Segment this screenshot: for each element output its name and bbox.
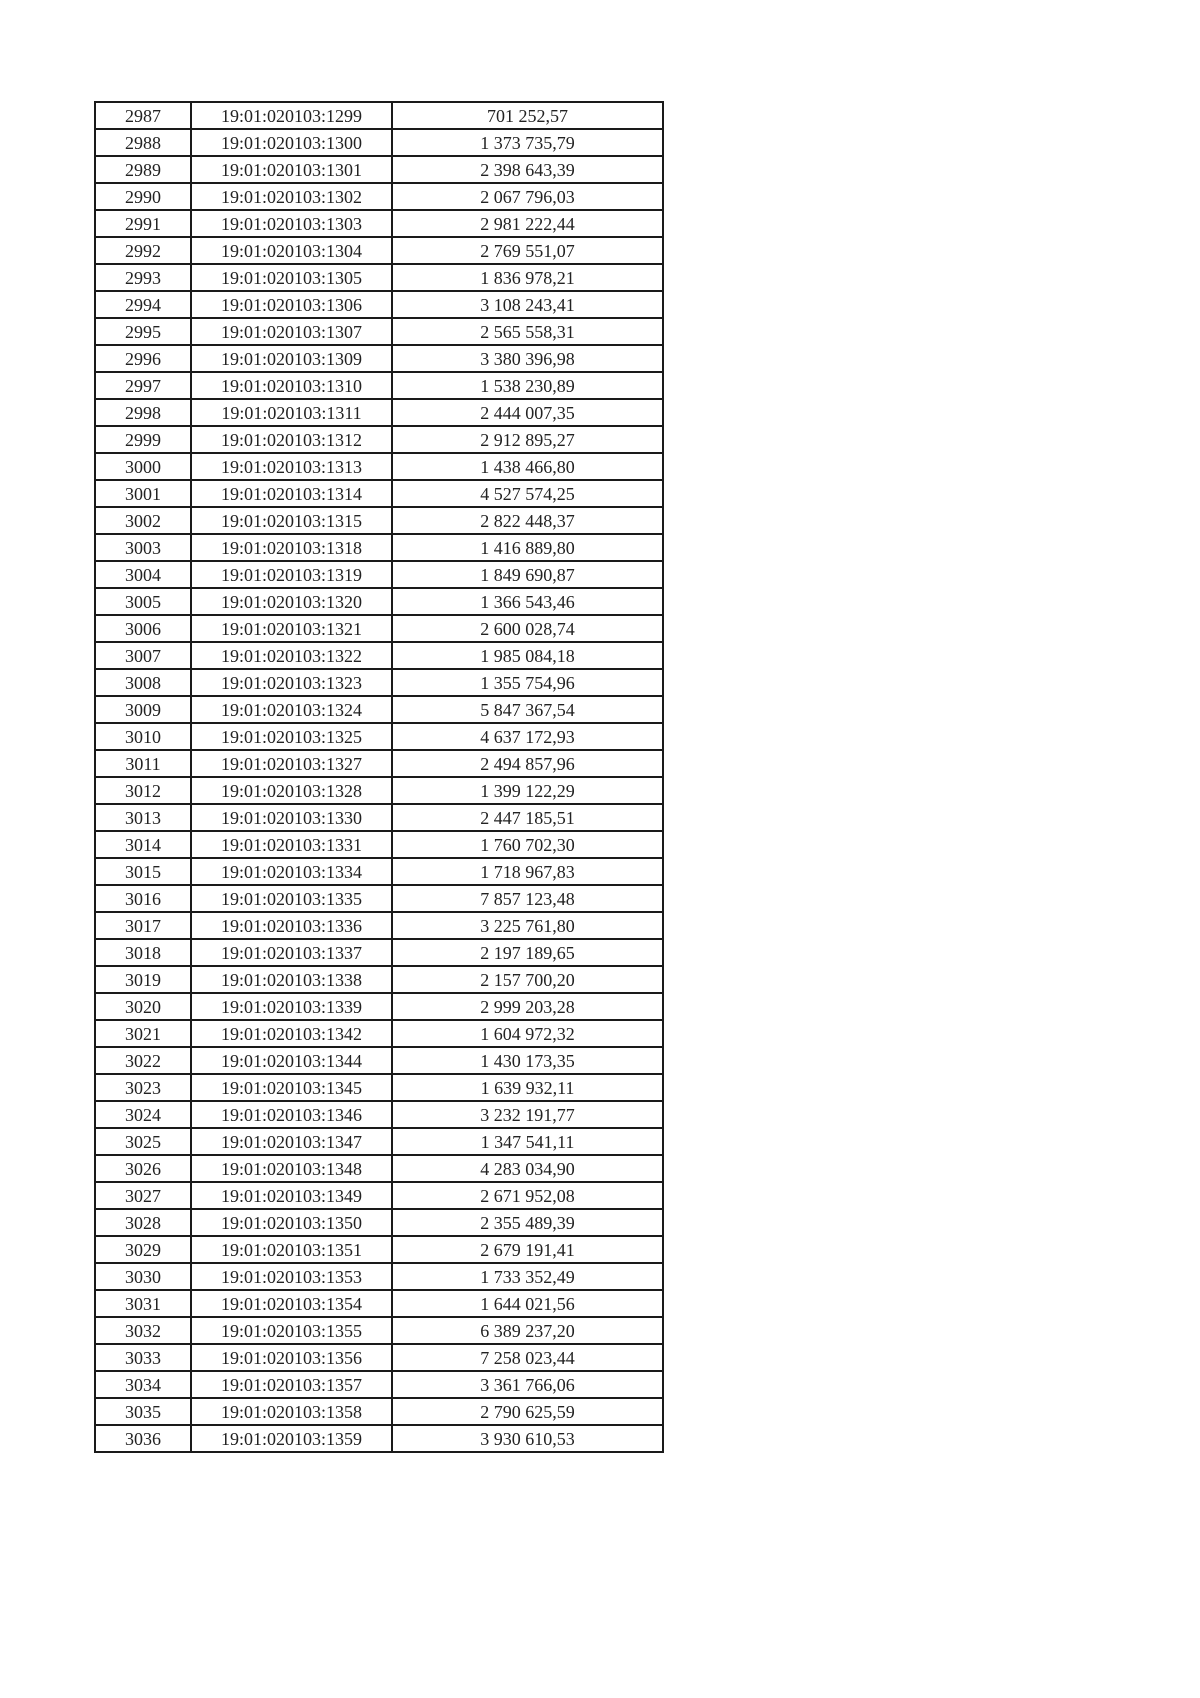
table-row xyxy=(95,372,663,399)
cadastral-number: 19:01:020103:1301 xyxy=(191,156,392,183)
row-number: 3030 xyxy=(95,1263,191,1290)
cadastral-number: 19:01:020103:1347 xyxy=(191,1128,392,1155)
cadastral-number: 19:01:020103:1324 xyxy=(191,696,392,723)
cadastral-number: 19:01:020103:1346 xyxy=(191,1101,392,1128)
row-number: 3022 xyxy=(95,1047,191,1074)
cadastral-value: 2 565 558,31 xyxy=(392,318,663,345)
cadastral-value: 2 398 643,39 xyxy=(392,156,663,183)
cadastral-number: 19:01:020103:1335 xyxy=(191,885,392,912)
table-row xyxy=(95,1020,663,1047)
table-row xyxy=(95,642,663,669)
row-number: 2998 xyxy=(95,399,191,426)
row-number: 3016 xyxy=(95,885,191,912)
cadastral-number: 19:01:020103:1302 xyxy=(191,183,392,210)
table-row xyxy=(95,1290,663,1317)
cadastral-number: 19:01:020103:1337 xyxy=(191,939,392,966)
cadastral-value: 2 157 700,20 xyxy=(392,966,663,993)
cadastral-value: 7 258 023,44 xyxy=(392,1344,663,1371)
row-number: 3017 xyxy=(95,912,191,939)
table-row xyxy=(95,1371,663,1398)
table-row xyxy=(95,1263,663,1290)
cadastral-number: 19:01:020103:1338 xyxy=(191,966,392,993)
cadastral-value: 2 355 489,39 xyxy=(392,1209,663,1236)
cadastral-value: 2 822 448,37 xyxy=(392,507,663,534)
table-row xyxy=(95,399,663,426)
table-row xyxy=(95,1128,663,1155)
cadastral-number: 19:01:020103:1349 xyxy=(191,1182,392,1209)
table-row xyxy=(95,831,663,858)
cadastral-value: 4 527 574,25 xyxy=(392,480,663,507)
row-number: 2991 xyxy=(95,210,191,237)
table-row xyxy=(95,1398,663,1425)
cadastral-number: 19:01:020103:1344 xyxy=(191,1047,392,1074)
cadastral-value: 2 671 952,08 xyxy=(392,1182,663,1209)
cadastral-value: 1 438 466,80 xyxy=(392,453,663,480)
row-number: 3026 xyxy=(95,1155,191,1182)
cadastral-value: 1 604 972,32 xyxy=(392,1020,663,1047)
table-row xyxy=(95,291,663,318)
cadastral-number: 19:01:020103:1314 xyxy=(191,480,392,507)
cadastral-value: 2 912 895,27 xyxy=(392,426,663,453)
cadastral-number: 19:01:020103:1339 xyxy=(191,993,392,1020)
cadastral-number: 19:01:020103:1315 xyxy=(191,507,392,534)
cadastral-number: 19:01:020103:1320 xyxy=(191,588,392,615)
cadastral-value-table xyxy=(94,101,664,1453)
row-number: 3001 xyxy=(95,480,191,507)
row-number: 3024 xyxy=(95,1101,191,1128)
cadastral-value: 3 232 191,77 xyxy=(392,1101,663,1128)
cadastral-value: 3 380 396,98 xyxy=(392,345,663,372)
cadastral-value: 3 225 761,80 xyxy=(392,912,663,939)
row-number: 3019 xyxy=(95,966,191,993)
cadastral-number: 19:01:020103:1306 xyxy=(191,291,392,318)
cadastral-value: 1 836 978,21 xyxy=(392,264,663,291)
cadastral-value: 2 769 551,07 xyxy=(392,237,663,264)
table-row xyxy=(95,129,663,156)
cadastral-number: 19:01:020103:1336 xyxy=(191,912,392,939)
table-row xyxy=(95,1317,663,1344)
row-number: 3002 xyxy=(95,507,191,534)
row-number: 3018 xyxy=(95,939,191,966)
cadastral-number: 19:01:020103:1321 xyxy=(191,615,392,642)
row-number: 3031 xyxy=(95,1290,191,1317)
table-row xyxy=(95,480,663,507)
row-number: 3021 xyxy=(95,1020,191,1047)
table-row xyxy=(95,885,663,912)
cadastral-number: 19:01:020103:1357 xyxy=(191,1371,392,1398)
cadastral-value: 1 416 889,80 xyxy=(392,534,663,561)
row-number: 3033 xyxy=(95,1344,191,1371)
cadastral-value: 4 637 172,93 xyxy=(392,723,663,750)
cadastral-number: 19:01:020103:1307 xyxy=(191,318,392,345)
cadastral-value: 1 644 021,56 xyxy=(392,1290,663,1317)
cadastral-value: 1 373 735,79 xyxy=(392,129,663,156)
row-number: 3015 xyxy=(95,858,191,885)
cadastral-number: 19:01:020103:1305 xyxy=(191,264,392,291)
cadastral-number: 19:01:020103:1299 xyxy=(191,102,392,129)
cadastral-value: 1 347 541,11 xyxy=(392,1128,663,1155)
cadastral-value: 5 847 367,54 xyxy=(392,696,663,723)
table-row xyxy=(95,912,663,939)
table-row xyxy=(95,858,663,885)
row-number: 3006 xyxy=(95,615,191,642)
table-row xyxy=(95,561,663,588)
table-row xyxy=(95,1344,663,1371)
row-number: 3025 xyxy=(95,1128,191,1155)
cadastral-number: 19:01:020103:1351 xyxy=(191,1236,392,1263)
cadastral-value: 2 981 222,44 xyxy=(392,210,663,237)
table-row xyxy=(95,804,663,831)
row-number: 2999 xyxy=(95,426,191,453)
cadastral-value: 1 538 230,89 xyxy=(392,372,663,399)
table-row xyxy=(95,507,663,534)
row-number: 3004 xyxy=(95,561,191,588)
row-number: 3027 xyxy=(95,1182,191,1209)
cadastral-value: 2 444 007,35 xyxy=(392,399,663,426)
cadastral-number: 19:01:020103:1304 xyxy=(191,237,392,264)
table-row xyxy=(95,1182,663,1209)
cadastral-number: 19:01:020103:1325 xyxy=(191,723,392,750)
table-row xyxy=(95,426,663,453)
table-row xyxy=(95,264,663,291)
cadastral-value: 7 857 123,48 xyxy=(392,885,663,912)
cadastral-number: 19:01:020103:1313 xyxy=(191,453,392,480)
row-number: 3007 xyxy=(95,642,191,669)
cadastral-number: 19:01:020103:1354 xyxy=(191,1290,392,1317)
cadastral-number: 19:01:020103:1312 xyxy=(191,426,392,453)
table-row xyxy=(95,1047,663,1074)
table-row xyxy=(95,1425,663,1452)
cadastral-number: 19:01:020103:1311 xyxy=(191,399,392,426)
table-row xyxy=(95,210,663,237)
cadastral-value: 3 361 766,06 xyxy=(392,1371,663,1398)
row-number: 3023 xyxy=(95,1074,191,1101)
table-row xyxy=(95,588,663,615)
row-number: 3035 xyxy=(95,1398,191,1425)
cadastral-value: 701 252,57 xyxy=(392,102,663,129)
cadastral-value: 2 999 203,28 xyxy=(392,993,663,1020)
row-number: 2987 xyxy=(95,102,191,129)
row-number: 3012 xyxy=(95,777,191,804)
cadastral-number: 19:01:020103:1328 xyxy=(191,777,392,804)
row-number: 3032 xyxy=(95,1317,191,1344)
table-row xyxy=(95,723,663,750)
row-number: 2992 xyxy=(95,237,191,264)
cadastral-value: 3 930 610,53 xyxy=(392,1425,663,1452)
row-number: 3036 xyxy=(95,1425,191,1452)
row-number: 3008 xyxy=(95,669,191,696)
table-row xyxy=(95,1074,663,1101)
table-row xyxy=(95,750,663,777)
row-number: 3011 xyxy=(95,750,191,777)
cadastral-number: 19:01:020103:1355 xyxy=(191,1317,392,1344)
cadastral-value: 1 718 967,83 xyxy=(392,858,663,885)
row-number: 3020 xyxy=(95,993,191,1020)
cadastral-value: 2 790 625,59 xyxy=(392,1398,663,1425)
row-number: 2990 xyxy=(95,183,191,210)
table-row xyxy=(95,183,663,210)
table-row xyxy=(95,345,663,372)
cadastral-value: 2 447 185,51 xyxy=(392,804,663,831)
row-number: 3014 xyxy=(95,831,191,858)
row-number: 2996 xyxy=(95,345,191,372)
row-number: 2995 xyxy=(95,318,191,345)
cadastral-value: 2 600 028,74 xyxy=(392,615,663,642)
cadastral-value: 1 760 702,30 xyxy=(392,831,663,858)
cadastral-value: 1 639 932,11 xyxy=(392,1074,663,1101)
cadastral-number: 19:01:020103:1358 xyxy=(191,1398,392,1425)
cadastral-number: 19:01:020103:1322 xyxy=(191,642,392,669)
cadastral-number: 19:01:020103:1309 xyxy=(191,345,392,372)
table-row xyxy=(95,777,663,804)
table-row xyxy=(95,453,663,480)
cadastral-number: 19:01:020103:1318 xyxy=(191,534,392,561)
row-number: 2994 xyxy=(95,291,191,318)
row-number: 2989 xyxy=(95,156,191,183)
row-number: 3003 xyxy=(95,534,191,561)
table-row xyxy=(95,939,663,966)
table-row xyxy=(95,318,663,345)
table-row xyxy=(95,669,663,696)
cadastral-number: 19:01:020103:1345 xyxy=(191,1074,392,1101)
table-row xyxy=(95,966,663,993)
cadastral-value: 3 108 243,41 xyxy=(392,291,663,318)
cadastral-number: 19:01:020103:1342 xyxy=(191,1020,392,1047)
cadastral-number: 19:01:020103:1356 xyxy=(191,1344,392,1371)
cadastral-number: 19:01:020103:1359 xyxy=(191,1425,392,1452)
cadastral-value: 6 389 237,20 xyxy=(392,1317,663,1344)
row-number: 3029 xyxy=(95,1236,191,1263)
cadastral-value: 1 399 122,29 xyxy=(392,777,663,804)
row-number: 3028 xyxy=(95,1209,191,1236)
table-row xyxy=(95,534,663,561)
cadastral-value: 1 366 543,46 xyxy=(392,588,663,615)
cadastral-value: 2 067 796,03 xyxy=(392,183,663,210)
cadastral-value: 1 355 754,96 xyxy=(392,669,663,696)
cadastral-value: 2 494 857,96 xyxy=(392,750,663,777)
row-number: 3005 xyxy=(95,588,191,615)
row-number: 3034 xyxy=(95,1371,191,1398)
table-row xyxy=(95,237,663,264)
table-row xyxy=(95,1101,663,1128)
table-row xyxy=(95,1209,663,1236)
cadastral-value: 1 849 690,87 xyxy=(392,561,663,588)
table-row xyxy=(95,1155,663,1182)
row-number: 3000 xyxy=(95,453,191,480)
row-number: 3013 xyxy=(95,804,191,831)
cadastral-value: 1 733 352,49 xyxy=(392,1263,663,1290)
cadastral-number: 19:01:020103:1330 xyxy=(191,804,392,831)
cadastral-value: 2 679 191,41 xyxy=(392,1236,663,1263)
cadastral-value: 2 197 189,65 xyxy=(392,939,663,966)
cadastral-number: 19:01:020103:1353 xyxy=(191,1263,392,1290)
table-row xyxy=(95,993,663,1020)
cadastral-number: 19:01:020103:1319 xyxy=(191,561,392,588)
table-row xyxy=(95,102,663,129)
cadastral-number: 19:01:020103:1310 xyxy=(191,372,392,399)
cadastral-number: 19:01:020103:1334 xyxy=(191,858,392,885)
row-number: 2988 xyxy=(95,129,191,156)
cadastral-value: 1 985 084,18 xyxy=(392,642,663,669)
cadastral-number: 19:01:020103:1350 xyxy=(191,1209,392,1236)
cadastral-value: 4 283 034,90 xyxy=(392,1155,663,1182)
row-number: 2993 xyxy=(95,264,191,291)
cadastral-value: 1 430 173,35 xyxy=(392,1047,663,1074)
table-row xyxy=(95,1236,663,1263)
cadastral-number: 19:01:020103:1327 xyxy=(191,750,392,777)
cadastral-number: 19:01:020103:1323 xyxy=(191,669,392,696)
cadastral-number: 19:01:020103:1348 xyxy=(191,1155,392,1182)
row-number: 3009 xyxy=(95,696,191,723)
cadastral-number: 19:01:020103:1300 xyxy=(191,129,392,156)
table-row xyxy=(95,696,663,723)
table-row xyxy=(95,615,663,642)
cadastral-number: 19:01:020103:1331 xyxy=(191,831,392,858)
cadastral-number: 19:01:020103:1303 xyxy=(191,210,392,237)
row-number: 3010 xyxy=(95,723,191,750)
table-row xyxy=(95,156,663,183)
row-number: 2997 xyxy=(95,372,191,399)
